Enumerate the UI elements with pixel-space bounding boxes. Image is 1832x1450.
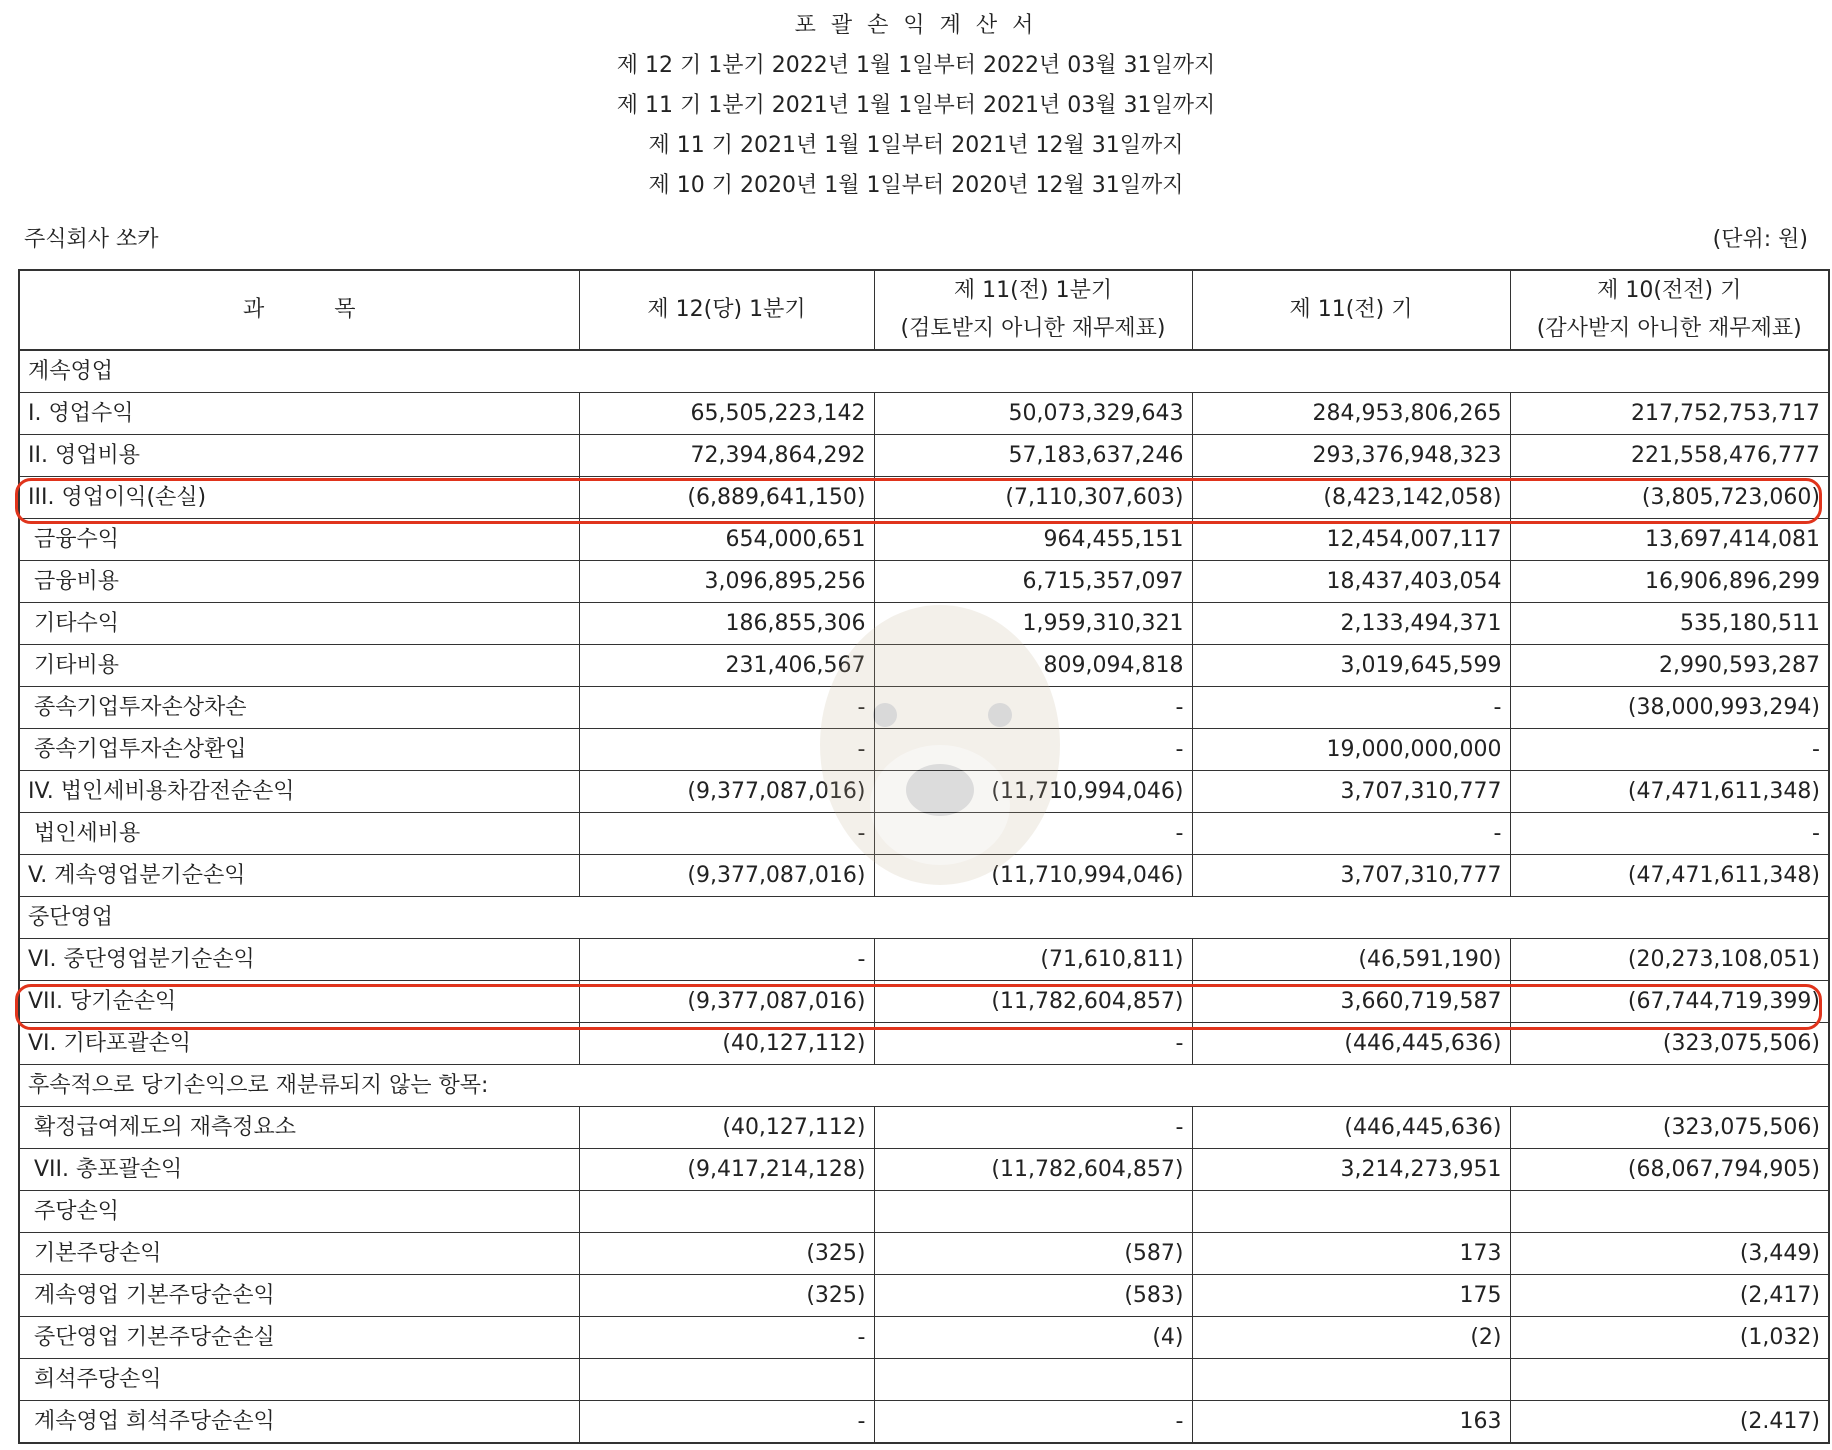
row-label: VI. 중단영업분기순손익: [19, 939, 579, 981]
value-cell: 13,697,414,081: [1510, 519, 1829, 561]
section-label: 후속적으로 당기손익으로 재분류되지 않는 항목:: [19, 1065, 1829, 1107]
value-cell: 18,437,403,054: [1192, 561, 1510, 603]
value-cell: (9,417,214,128): [579, 1149, 874, 1191]
header-col2-line2: (검토받지 아니한 재무제표): [900, 316, 1166, 341]
table-row: [19, 1233, 1829, 1275]
value-cell: 809,094,818: [874, 645, 1192, 687]
value-cell: 3,096,895,256: [579, 561, 874, 603]
value-cell: -: [874, 1107, 1192, 1149]
value-cell: -: [579, 729, 874, 771]
value-cell: [579, 1359, 874, 1401]
value-cell: 6,715,357,097: [874, 561, 1192, 603]
value-cell: 3,214,273,951: [1192, 1149, 1510, 1191]
value-cell: (446,445,636): [1192, 1023, 1510, 1065]
period-line: 제 11 기 1분기 2021년 1월 1일부터 2021년 03월 31일까지: [616, 93, 1216, 118]
value-cell: [579, 1191, 874, 1233]
value-cell: 1,959,310,321: [874, 603, 1192, 645]
value-cell: (323,075,506): [1510, 1023, 1829, 1065]
table-row: [19, 687, 1829, 729]
table-row: [19, 1359, 1829, 1401]
value-cell: 284,953,806,265: [1192, 393, 1510, 435]
value-cell: [1510, 1359, 1829, 1401]
section-row: [19, 350, 1829, 393]
row-label: V. 계속영업분기순손익: [19, 855, 579, 897]
value-cell: (40,127,112): [579, 1107, 874, 1149]
value-cell: -: [874, 1023, 1192, 1065]
value-cell: 654,000,651: [579, 519, 874, 561]
report-titles: [0, 6, 1832, 206]
value-cell: -: [579, 1317, 874, 1359]
row-label: II. 영업비용: [19, 435, 579, 477]
value-cell: (9,377,087,016): [579, 771, 874, 813]
row-label: 계속영업 기본주당순손익: [19, 1275, 579, 1317]
row-label: 중단영업 기본주당순손실: [19, 1317, 579, 1359]
value-cell: (3,805,723,060): [1510, 477, 1829, 519]
value-cell: -: [1192, 687, 1510, 729]
value-cell: (67,744,719,399): [1510, 981, 1829, 1023]
value-cell: (38,000,993,294): [1510, 687, 1829, 729]
row-label: 종속기업투자손상환입: [19, 729, 579, 771]
row-label: 금융비용: [19, 561, 579, 603]
value-cell: (2,417): [1510, 1275, 1829, 1317]
value-cell: -: [579, 687, 874, 729]
value-cell: 65,505,223,142: [579, 393, 874, 435]
table-row: [19, 1401, 1829, 1444]
table-row: [19, 1191, 1829, 1233]
section-label: 계속영업: [19, 350, 1829, 393]
table-row: [19, 813, 1829, 855]
table-row: [19, 771, 1829, 813]
value-cell: 293,376,948,323: [1192, 435, 1510, 477]
section-row: [19, 897, 1829, 939]
value-cell: (2): [1192, 1317, 1510, 1359]
value-cell: [874, 1191, 1192, 1233]
value-cell: 231,406,567: [579, 645, 874, 687]
value-cell: 964,455,151: [874, 519, 1192, 561]
row-label: 기타수익: [19, 603, 579, 645]
value-cell: 175: [1192, 1275, 1510, 1317]
row-label: 희석주당손익: [19, 1359, 579, 1401]
period-line: 제 12 기 1분기 2022년 1월 1일부터 2022년 03월 31일까지: [616, 53, 1216, 78]
value-cell: 12,454,007,117: [1192, 519, 1510, 561]
value-cell: (446,445,636): [1192, 1107, 1510, 1149]
value-cell: (9,377,087,016): [579, 981, 874, 1023]
row-label: VII. 총포괄손익: [19, 1149, 579, 1191]
row-label: 금융수익: [19, 519, 579, 561]
row-label: 주당손익: [19, 1191, 579, 1233]
value-cell: (7,110,307,603): [874, 477, 1192, 519]
value-cell: 3,019,645,599: [1192, 645, 1510, 687]
value-cell: 50,073,329,643: [874, 393, 1192, 435]
value-cell: 2,133,494,371: [1192, 603, 1510, 645]
row-label: I. 영업수익: [19, 393, 579, 435]
value-cell: 221,558,476,777: [1510, 435, 1829, 477]
value-cell: [1192, 1191, 1510, 1233]
value-cell: (6,889,641,150): [579, 477, 874, 519]
header-col4-line2: (감사받지 아니한 재무제표): [1536, 316, 1802, 341]
value-cell: -: [874, 729, 1192, 771]
value-cell: (323,075,506): [1510, 1107, 1829, 1149]
value-cell: (20,273,108,051): [1510, 939, 1829, 981]
value-cell: -: [579, 939, 874, 981]
table-row: [19, 1317, 1829, 1359]
value-cell: [874, 1359, 1192, 1401]
table-body: [19, 350, 1829, 1443]
table-row: [19, 939, 1829, 981]
period-line: 제 11 기 2021년 1월 1일부터 2021년 12월 31일까지: [648, 133, 1184, 158]
table-row: [19, 1107, 1829, 1149]
value-cell: 2,990,593,287: [1510, 645, 1829, 687]
header-row: [19, 270, 1829, 350]
value-cell: -: [1510, 813, 1829, 855]
value-cell: (11,710,994,046): [874, 855, 1192, 897]
value-cell: [1510, 1191, 1829, 1233]
row-label: III. 영업이익(손실): [19, 477, 579, 519]
value-cell: (325): [579, 1275, 874, 1317]
value-cell: (587): [874, 1233, 1192, 1275]
value-cell: -: [579, 1401, 874, 1444]
value-cell: 173: [1192, 1233, 1510, 1275]
value-cell: 535,180,511: [1510, 603, 1829, 645]
value-cell: 3,707,310,777: [1192, 771, 1510, 813]
value-cell: (583): [874, 1275, 1192, 1317]
value-cell: -: [579, 813, 874, 855]
value-cell: (1,032): [1510, 1317, 1829, 1359]
row-label: IV. 법인세비용차감전순손익: [19, 771, 579, 813]
value-cell: 19,000,000,000: [1192, 729, 1510, 771]
unit-label: (단위: 원): [1712, 227, 1808, 252]
value-cell: (11,710,994,046): [874, 771, 1192, 813]
header-subject: 과 목: [19, 270, 579, 350]
table-row: [19, 855, 1829, 897]
value-cell: (2.417): [1510, 1401, 1829, 1444]
table-row: [19, 1149, 1829, 1191]
value-cell: (47,471,611,348): [1510, 771, 1829, 813]
header-col1: 제 12(당) 1분기: [579, 270, 874, 350]
table-row: [19, 645, 1829, 687]
value-cell: 3,660,719,587: [1192, 981, 1510, 1023]
value-cell: 72,394,864,292: [579, 435, 874, 477]
table-row: [19, 1023, 1829, 1065]
table-row: [19, 561, 1829, 603]
value-cell: (4): [874, 1317, 1192, 1359]
value-cell: (47,471,611,348): [1510, 855, 1829, 897]
section-label: 중단영업: [19, 897, 1829, 939]
period-line: 제 10 기 2020년 1월 1일부터 2020년 12월 31일까지: [648, 173, 1184, 198]
value-cell: (325): [579, 1233, 874, 1275]
income-statement-table: [18, 269, 1830, 1444]
value-cell: (11,782,604,857): [874, 981, 1192, 1023]
company-name: 주식회사 쏘카: [24, 227, 159, 252]
header-col2-line1: 제 11(전) 1분기: [953, 278, 1113, 303]
value-cell: (40,127,112): [579, 1023, 874, 1065]
value-cell: 3,707,310,777: [1192, 855, 1510, 897]
table-row: [19, 393, 1829, 435]
header-col4: [1510, 270, 1829, 350]
value-cell: -: [1192, 813, 1510, 855]
row-label: 계속영업 희석주당순손익: [19, 1401, 579, 1444]
value-cell: -: [1510, 729, 1829, 771]
value-cell: (71,610,811): [874, 939, 1192, 981]
value-cell: -: [874, 687, 1192, 729]
header-col4-line1: 제 10(전전) 기: [1597, 278, 1742, 303]
value-cell: -: [874, 1401, 1192, 1444]
header-col2: [874, 270, 1192, 350]
table-row: [19, 435, 1829, 477]
value-cell: (46,591,190): [1192, 939, 1510, 981]
row-label: VII. 당기순손익: [19, 981, 579, 1023]
value-cell: (68,067,794,905): [1510, 1149, 1829, 1191]
header-col3: 제 11(전) 기: [1192, 270, 1510, 350]
row-label: VI. 기타포괄손익: [19, 1023, 579, 1065]
value-cell: 57,183,637,246: [874, 435, 1192, 477]
row-label: 확정급여제도의 재측정요소: [19, 1107, 579, 1149]
table-row: [19, 1275, 1829, 1317]
table-row: [19, 729, 1829, 771]
value-cell: 217,752,753,717: [1510, 393, 1829, 435]
table-row: [19, 603, 1829, 645]
report-title: 포 괄 손 익 계 산 서: [794, 13, 1038, 38]
value-cell: -: [874, 813, 1192, 855]
value-cell: (11,782,604,857): [874, 1149, 1192, 1191]
table-row: [19, 519, 1829, 561]
value-cell: (3,449): [1510, 1233, 1829, 1275]
row-label: 법인세비용: [19, 813, 579, 855]
row-label: 종속기업투자손상차손: [19, 687, 579, 729]
value-cell: (8,423,142,058): [1192, 477, 1510, 519]
row-label: 기타비용: [19, 645, 579, 687]
value-cell: 186,855,306: [579, 603, 874, 645]
table-row: [19, 477, 1829, 519]
value-cell: 16,906,896,299: [1510, 561, 1829, 603]
section-row: [19, 1065, 1829, 1107]
value-cell: 163: [1192, 1401, 1510, 1444]
value-cell: [1192, 1359, 1510, 1401]
value-cell: (9,377,087,016): [579, 855, 874, 897]
row-label: 기본주당손익: [19, 1233, 579, 1275]
table-row: [19, 981, 1829, 1023]
